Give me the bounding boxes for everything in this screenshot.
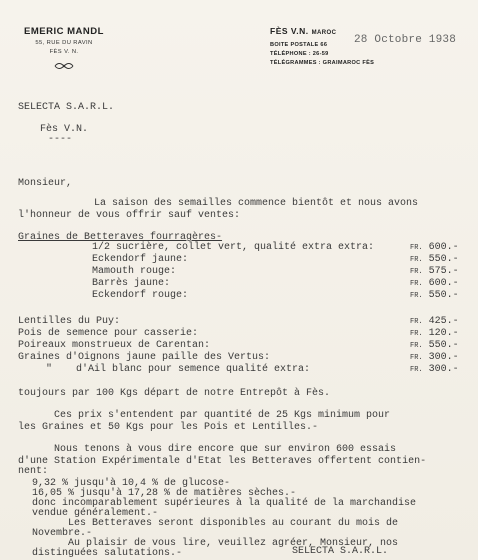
header-city: FÈS V.N.: [270, 26, 309, 36]
salutation: Monsieur,: [18, 178, 73, 189]
body-line: 9,32 % jusqu'à 10,4 % de glucose-: [32, 478, 231, 489]
body-line: les Graines et 50 Kgs pour les Pois et Lentilles.-: [18, 422, 319, 433]
list-item: Pois de semence pour casserie:: [18, 328, 199, 339]
list-item: Mamouth rouge:: [92, 266, 177, 277]
list-item: Graines d'Oignons jaune paille des Vertus:: [18, 352, 271, 363]
list-item-price: FR. 300.-: [410, 364, 459, 375]
letterhead-contact: [270, 26, 374, 66]
postal-box: BOITE POSTALE 66: [270, 42, 328, 48]
list-item-price: FR. 300.-: [410, 352, 459, 363]
intro-line-1: La saison des semailles commence bientôt et nous avons: [94, 198, 419, 209]
list-item-price: FR. 550.-: [410, 290, 459, 301]
body-line: Nous tenons à vous dire encore que sur environ 600 essais: [18, 444, 397, 455]
telegram-address: TÉLÉGRAMMES : GRAIMAROC FÈS: [270, 60, 375, 66]
body-line: 16,05 % jusqu'à 17,28 % de matières sèches.-: [32, 488, 297, 499]
list-item-price: FR. 575.-: [410, 266, 459, 277]
body-line: toujours par 100 Kgs départ de notre Entrepôt à Fès.: [18, 388, 331, 399]
list-item: 1/2 sucrière, collet vert, qualité extra extra:: [92, 242, 375, 253]
list-item: Poireaux monstrueux de Carentan:: [18, 340, 211, 351]
list-item-price: FR. 550.-: [410, 340, 459, 351]
signature: SELECTA S.A.R.L.: [292, 546, 389, 557]
body-line: distinguées salutations.-: [32, 548, 183, 559]
body-line: Novembre.-: [32, 528, 93, 539]
body-line: vendue généralement.-: [32, 508, 159, 519]
list-item-price: FR. 550.-: [410, 254, 459, 265]
header-country: MAROC: [311, 30, 337, 36]
recipient-dashes: ----: [48, 134, 73, 145]
body-line: Ces prix s'entendent par quantité de 25 Kgs minimum pour: [18, 410, 391, 421]
list-item-price: FR. 425.-: [410, 316, 459, 327]
section-title: Graines de Betteraves fourragères-: [18, 232, 223, 243]
body-line: donc incomparablement supérieures à la qualité de la marchandise: [32, 498, 417, 509]
list-item: Eckendorf jaune:: [92, 254, 189, 265]
ornament-icon: [53, 60, 75, 72]
recipient-city: Fès V.N.: [40, 124, 89, 135]
letterhead-sender: [16, 26, 112, 77]
sender-street: 55, RUE DU RAVIN: [35, 40, 93, 46]
intro-line-2: l'honneur de vous offrir sauf ventes:: [18, 210, 241, 221]
list-item: Lentilles du Puy:: [18, 316, 121, 327]
sender-city: FÈS V. N.: [49, 49, 79, 55]
list-item-price: FR. 600.-: [410, 242, 459, 253]
list-item-price: FR. 120.-: [410, 328, 459, 339]
recipient-company: SELECTA S.A.R.L.: [18, 102, 115, 113]
phone-number: TÉLÉPHONE : 26-59: [270, 51, 329, 57]
list-item: Barrès jaune:: [92, 278, 171, 289]
letter-date: 28 Octobre 1938: [354, 34, 457, 46]
body-line: Au plaisir de vous lire, veuillez agréer, Monsieur, nos: [32, 538, 399, 549]
body-line: nent:: [18, 466, 49, 477]
body-line: d'une Station Expérimentale d'Etat les Betteraves offertent contien-: [18, 456, 427, 467]
sender-name: EMERIC MANDL: [24, 26, 104, 37]
list-item: " d'Ail blanc pour semence qualité extra:: [46, 364, 311, 375]
list-item-price: FR. 600.-: [410, 278, 459, 289]
body-line: Les Betteraves seront disponibles au courant du mois de: [32, 518, 399, 529]
list-item: Eckendorf rouge:: [92, 290, 189, 301]
